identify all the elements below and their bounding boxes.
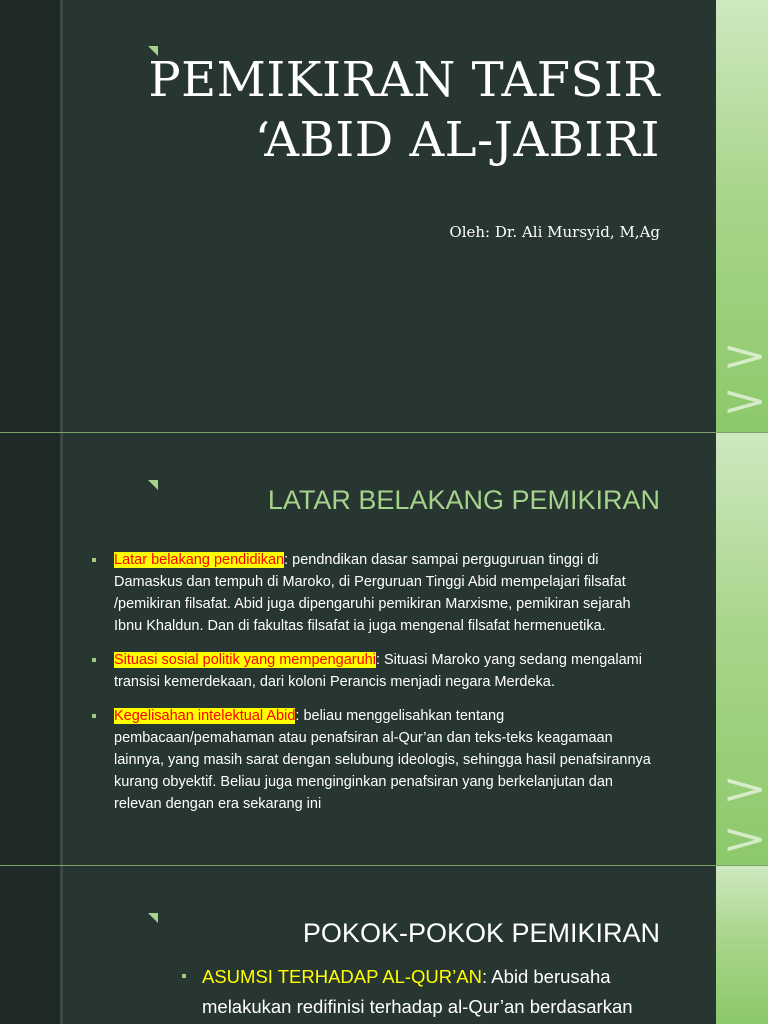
right-decorative-band xyxy=(716,0,768,432)
chevron-right-icon: > xyxy=(721,764,768,813)
background-slide xyxy=(0,433,768,865)
list-item xyxy=(92,549,652,637)
square-bullet-icon xyxy=(92,658,96,662)
list-item xyxy=(182,962,660,1022)
list-item xyxy=(92,649,652,693)
corner-triangle-icon xyxy=(148,480,158,490)
highlighted-label: Kegelisahan intelektual Abid xyxy=(114,708,296,724)
item-text: : beliau menggelisahkan tentang pembacaan/pemahaman atau penafsiran al-Qur’an dan teks-teks keagamaan lainnya, yang masih sarat dengan selubung ideologis, sehingga hasil penafsirannya kurang obyektif. Beliau juga menginginkan penafsiran yang berkelanjutan dan relevan dengan era sekarang ini xyxy=(114,708,651,812)
author-line: Oleh: Dr. Ali Mursyid, M,Ag xyxy=(449,223,660,241)
corner-triangle-icon xyxy=(148,913,158,923)
chevron-right-icon: > xyxy=(721,814,768,863)
highlighted-label: Situasi sosial politik yang mempengaruhi xyxy=(114,652,376,668)
left-band xyxy=(0,0,60,432)
square-bullet-icon xyxy=(92,714,96,718)
right-decorative-band xyxy=(716,866,768,1024)
right-decorative-band xyxy=(716,433,768,865)
item-text: : Situasi Maroko yang sedang mengalami transisi kemerdekaan, dari koloni Perancis menjadi negara Merdeka. xyxy=(114,652,642,690)
chevron-right-icon: > xyxy=(721,376,768,425)
square-bullet-icon xyxy=(182,974,186,978)
slide-title: PEMIKIRAN TAFSIR ‘ABID AL-JABIRI xyxy=(148,52,660,168)
title-slide xyxy=(0,0,768,432)
square-bullet-icon xyxy=(92,558,96,562)
highlighted-label: Latar belakang pendidikan xyxy=(114,552,285,568)
left-divider-line xyxy=(60,433,63,865)
list-item xyxy=(92,705,652,815)
section-title: LATAR BELAKANG PEMIKIRAN xyxy=(267,485,660,515)
left-divider-line xyxy=(60,866,63,1024)
left-band xyxy=(0,433,60,865)
left-band xyxy=(0,866,60,1024)
bullet-list xyxy=(92,549,652,827)
item-label: ASUMSI TERHADAP AL-QUR’AN xyxy=(202,966,482,987)
item-text: : pendndikan dasar sampai perguguruan tinggi di Damaskus dan tempuh di Maroko, di Perguruan Tinggi Abid mempelajari filsafat /pemikiran filsafat. Abid juga dipengaruhi pemikiran Marxisme, pemikiran sejarah Ibnu Khaldun. Dan di fakultas filsafat ia juga mengenal filsafat hermenuetika. xyxy=(114,552,631,634)
left-divider-line xyxy=(60,0,63,432)
main-ideas-slide xyxy=(0,866,768,1024)
item-text: : Abid berusaha melakukan redifinisi terhadap al-Qur’an berdasarkan xyxy=(202,966,633,1017)
section-title: POKOK-POKOK PEMIKIRAN xyxy=(302,918,660,948)
chevron-right-icon: > xyxy=(721,331,768,380)
